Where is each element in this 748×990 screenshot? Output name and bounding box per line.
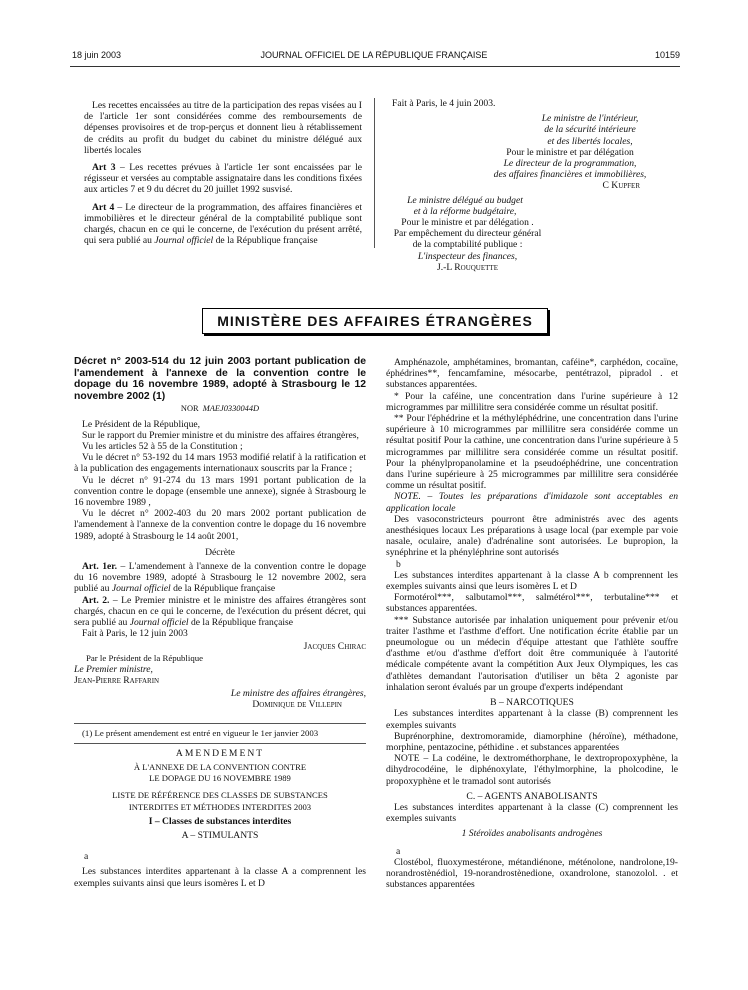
article-1-text-a: – L'amendement à l'annexe de la convention contre le dopage du 16 novembre 1989, adopté à Strasbourg le 12 novembre 2002, sera publié au	[74, 561, 366, 595]
top-left-column	[84, 100, 362, 246]
footnote-rule-2	[74, 743, 366, 744]
minister-budget-title-2: et à la réforme budgétaire,	[413, 205, 517, 217]
vu-decret-1991: Vu le décret n° 91-274 du 13 mars 1991 portant publication de la convention contre le dopage (ensemble une annexe), signée à Strasbourg le 16 novembre 1989 ,	[74, 474, 366, 508]
article-4-text-b: de la République française	[213, 235, 318, 247]
left-column	[74, 356, 366, 889]
signature-kupfer: C Kupfer	[602, 180, 640, 192]
inspector-title: L'inspecteur des finances,	[417, 250, 518, 262]
article-2	[74, 595, 366, 629]
note-imidazole: NOTE. – Toutes les préparations d'imidazole sont acceptables en application locale	[386, 491, 678, 514]
header-date: 18 juin 2003	[72, 50, 122, 60]
mae-title: Le ministre des affaires étrangères,	[230, 688, 366, 700]
amendement-heading: AMENDEMENT	[175, 747, 265, 759]
paragraph-recettes: Les recettes encaissées au titre de la participation des repas visées au I de l'article 1er sont considérées comme des remboursements de dépenses provisoires et de trop-perçus et donnent lieu à rétablissement de crédits au profit du budget du cabinet du ministre délégué aux libertés locales	[84, 100, 362, 156]
president-line: Le Président de la République,	[82, 418, 201, 430]
signature-chirac: Jacques Chirac	[303, 641, 366, 653]
annexe-line-1: À L'ANNEXE DE LA CONVENTION CONTRE	[133, 762, 307, 773]
cafeine-note: * Pour la caféine, une concentration dans l'urine supérieure à 12 microgrammes par millilitre sera considérée comme un résultat positif.	[386, 390, 678, 413]
note-codeine: NOTE – La codéine, le dextrométhorphane, le dextropropoxyphène, la dihydrocodéine, le diphénoxylate, l'éthylmorphine, la pholcodine, le propoxyphène et le tramadol sont autorisés	[386, 753, 678, 787]
article-4-label: Art 4	[92, 201, 115, 213]
article-1	[74, 561, 366, 595]
minister-budget-title: Le ministre délégué au budget	[407, 194, 523, 206]
fait-date-4-juin: Fait à Paris, le 4 juin 2003.	[392, 98, 496, 109]
nor-line	[74, 403, 366, 414]
decree-title: Décret n° 2003-514 du 12 juin 2003 portant publication de l'amendement à l'annexe de la convention contre le dopage du 16 novembre 1989, adopté à Strasbourg le 12 novembre 2002 (1)	[74, 356, 366, 402]
narcotiques-heading: B – NARCOTIQUES	[490, 697, 574, 709]
stimulants-paragraph: Les substances interdites appartenant à la classe A a comprennent les exemples suivants ainsi que leurs isomères L et D	[74, 866, 366, 889]
header-rule	[70, 66, 680, 67]
vu-decret-2002: Vu le décret n° 2002-403 du 20 mars 2002 portant publication de l'amendement à l'annexe de la convention contre le dopage du 16 novembre 1989, adopté à Strasbourg le 14 août 2001,	[74, 508, 366, 542]
director-title: Le directeur de la programmation,	[503, 158, 637, 170]
annexe-line-2: LE DOPAGE DU 16 NOVEMBRE 1989	[149, 773, 291, 784]
vu-constitution: Vu les articles 52 à 55 de la Constitution ;	[82, 440, 243, 452]
minister-interior-title: Le ministre de l'intérieur,	[541, 113, 639, 125]
article-1-text-b: de la République française	[170, 583, 276, 595]
article-2-text-b: de la République française	[188, 617, 293, 629]
steroids-list: Clostébol, fluoxymestérone, métandiénone, méténolone, nandrolone,19-norandrostènédiol, 19-norandrostènedione, oxandrolone, stanozolol. . et substances apparentées	[386, 856, 678, 891]
stimulants-heading: A – STIMULANTS	[181, 830, 259, 842]
article-3-text: – Les recettes prévues à l'article 1er sont encaissées par le régisseur et versées au comptable assignataire dans les conditions fixées aux articles 7 et 9 du décret du 20 juillet 1992 susvisé.	[84, 162, 362, 196]
article-3	[84, 162, 362, 196]
right-column	[386, 357, 678, 890]
article-2-text-a: – Le Premier ministre et le ministre des affaires étrangères sont chargés, chacun en ce qui le concerne, de l'exécution du présent décret, qui sera publié au	[74, 594, 367, 629]
article-3-label: Art 3	[92, 162, 116, 174]
article-1-label: Art. 1er.	[82, 561, 118, 573]
subsection-a: a	[84, 851, 89, 863]
subsection-a-2: a	[396, 845, 401, 857]
fait-12-juin: Fait à Paris, le 12 juin 2003	[82, 628, 188, 640]
prime-minister-title: Le Premier ministre,	[74, 663, 153, 675]
ephedrine-note: ** Pour l'éphédrine et la méthyléphédrine, une concentration dans l'urine supérieure à 10 microgrammes par millilitre sera considérée comme un résultat positif Pour la cathine, une concentration dans l'urine supérieure à 5 microgrammes par millilitre sera considérée comme un résultat positif. Pour la phénylpropanolamine et la pseudoéphédrine, une concentration dans l'urine supérieure à 25 microgrammes par millilitre sera considérée comme un résultat positif.	[386, 413, 678, 492]
subsection-b: b	[396, 558, 401, 570]
article-2-jo: Journal officiel	[129, 617, 189, 629]
liste-line-1: LISTE DE RÉFÉRENCE DES CLASSES DE SUBSTANCES	[112, 790, 328, 801]
class-c-paragraph: Les substances interdites appartenant à la classe (C) comprennent les exemples suivants	[386, 801, 678, 825]
signature-villepin: Dominique de Villepin	[252, 699, 342, 711]
decrete: Décrète	[205, 546, 235, 558]
top-right-signatures	[390, 98, 680, 273]
empechement: Par empêchement du directeur général	[393, 228, 542, 240]
page-header	[0, 50, 748, 64]
inhalation-note: *** Substance autorisée par inhalation uniquement pour prévenir et/ou traiter l'asthme et l'asthme d'effort. Une notification écrite établie par un pneumologue ou un médecin d'équipe attestant que l'athlète souffre d'asthme et/ou d'asthme d'effort doit être communiquée à l'autorité médicale compétente avant la compétition Aux Jeux Olympiques, les cas d'athlètes demandant l'autorisation d'utiliser un bêta 2 agoniste par inhalation seront évalués par un groupe d'experts indépendant	[386, 614, 678, 693]
journal-officiel-ref: Journal officiel	[154, 235, 214, 247]
article-4	[84, 202, 362, 247]
signature-rouquette: J.-L Rouquette	[437, 261, 498, 273]
classes-heading: I – Classes de substances interdites	[148, 815, 292, 827]
column-divider	[374, 98, 375, 248]
article-4-text-a: – Le directeur de la programmation, des affaires financières et immobilières et le directeur général de la comptabilité publique sont chargés, chacun en ce qui le concerne, de l'exécution du présent arrêté, qui sera publié au	[84, 201, 363, 247]
article-1-jo: Journal officiel	[111, 583, 171, 595]
liste-line-2: INTERDITES ET MÉTHODES INTERDITES 2003	[128, 801, 312, 812]
steroides-heading: 1 Stéroïdes anabolisants androgènes	[461, 828, 603, 840]
beta2-list: Formotérol***, salbutamol***, salmétérol***, terbutaline*** et substances apparentées.	[386, 592, 678, 615]
class-ab-paragraph: Les substances interdites appartenant à la classe A b comprennent les exemples suivants ainsi que leurs isomères L et D	[386, 569, 678, 593]
footnote: (1) Le présent amendement est entré en vigueur le 1er janvier 2003	[82, 727, 319, 738]
pour-le-ministre-2: Pour le ministre et par délégation .	[401, 217, 534, 229]
director-title-2: des affaires financières et immobilières,	[493, 169, 647, 181]
nor-label: NOR	[180, 404, 199, 414]
narcotics-list: Buprénorphine, dextromoramide, diamorphine (héroïne), méthadone, morphine, pentazocine, péthidine . et substances apparentées	[386, 730, 678, 753]
signature-raffarin: Jean-Pierre Raffarin	[74, 675, 160, 687]
article-2-label: Art. 2.	[82, 594, 110, 606]
minister-interior-title-3: et des libertés locales,	[547, 135, 633, 147]
ministry-heading: MINISTÈRE DES AFFAIRES ÉTRANGÈRES	[202, 308, 548, 334]
empechement-2: de la comptabilité publique :	[412, 239, 523, 251]
sur-le-rapport: Sur le rapport du Premier ministre et du ministre des affaires étrangères,	[82, 429, 359, 441]
par-le-president: Par le Président de la République	[86, 652, 204, 663]
vasoconstricteurs: Des vasoconstricteurs pourront être administrés avec des agents anesthésiques locaux Les préparations à usage local (par exemple par voie nasale, oculaire, anale) d'adrénaline sont autorisées. Le bupropion, la synéphrine et la phényléphrine sont autorisés	[386, 513, 678, 559]
minister-interior-title-2: de la sécurité intérieure	[544, 124, 636, 136]
class-b-paragraph: Les substances interdites appartenant à la classe (B) comprennent les exemples suivants	[386, 708, 678, 731]
header-journal: JOURNAL OFFICIEL DE LA RÉPUBLIQUE FRANÇAISE	[260, 50, 488, 60]
anabolisants-heading: C. – AGENTS ANABOLISANTS	[466, 790, 598, 802]
pour-le-ministre: Pour le ministre et par délégation	[506, 146, 634, 158]
vu-decret-1953: Vu le décret n° 53-192 du 14 mars 1953 modifié relatif à la ratification et à la publication des engagements internationaux souscrits par la France ;	[74, 452, 366, 475]
nor-code: MAEJ0330044D	[202, 404, 260, 414]
header-page-number: 10159	[654, 50, 680, 60]
footnote-rule	[74, 723, 366, 724]
stimulants-list: Amphénazole, amphétamines, bromantan, caféine*, carphédon, cocaïne, éphédrines**, fencamfamine, mésocarbe, pentétrazol, pipradol . et substances apparentées.	[386, 357, 678, 391]
